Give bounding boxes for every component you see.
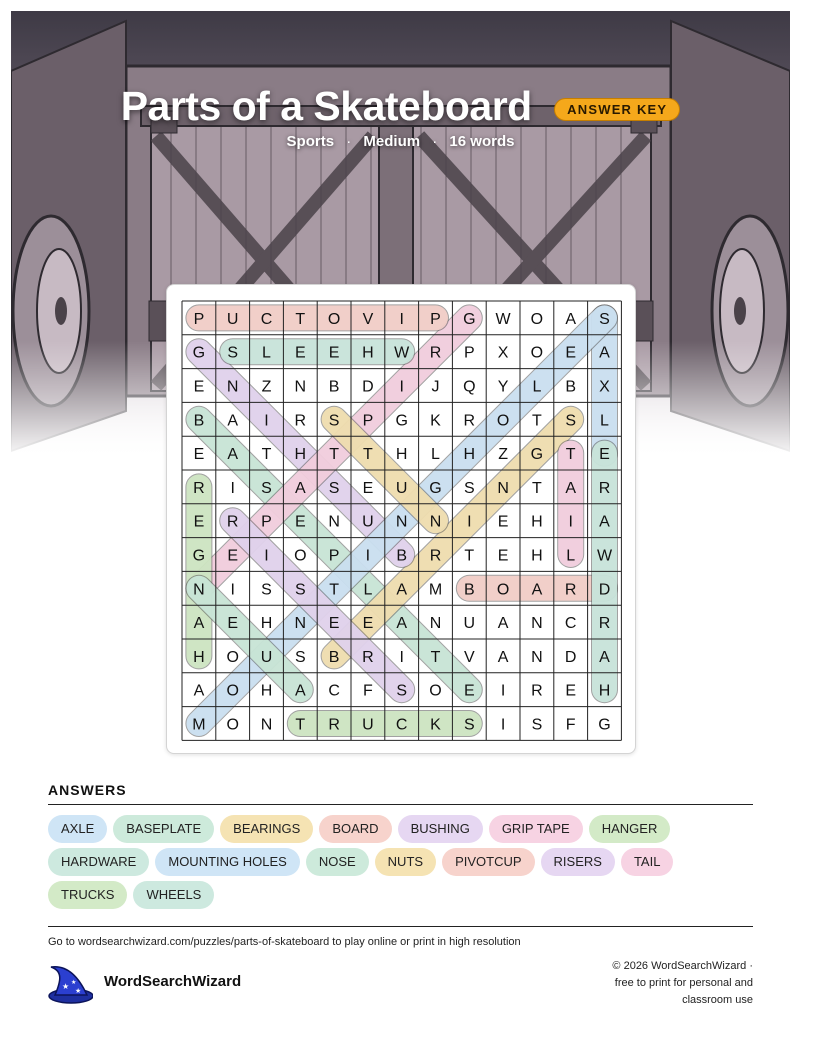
grid-letter[interactable]: H	[294, 446, 307, 464]
grid-letter[interactable]: L	[532, 378, 542, 396]
grid-letter[interactable]: C	[395, 716, 408, 734]
grid-letter[interactable]: O	[327, 310, 341, 328]
grid-letter[interactable]: S	[294, 648, 306, 666]
grid-letter[interactable]: M	[192, 716, 206, 734]
grid-letter[interactable]: I	[365, 547, 371, 565]
copyright-line: classroom use	[682, 994, 753, 1006]
grid-letter[interactable]: I	[230, 581, 235, 599]
grid-letter[interactable]: E	[193, 446, 205, 464]
grid-letter[interactable]: E	[497, 547, 509, 565]
grid-letter[interactable]: N	[226, 378, 239, 396]
grid-letter[interactable]: O	[294, 547, 307, 565]
grid-letter[interactable]: U	[226, 310, 239, 328]
grid-letter[interactable]: O	[429, 682, 442, 700]
grid-letter[interactable]: N	[260, 716, 273, 734]
grid-letter[interactable]: T	[261, 446, 272, 464]
grid-letter[interactable]: H	[193, 648, 205, 666]
grid-letter[interactable]: S	[328, 412, 340, 430]
grid-letter[interactable]: E	[294, 344, 306, 362]
grid-letter[interactable]: A	[193, 682, 205, 700]
grid-letter[interactable]: R	[429, 344, 442, 362]
grid-letter[interactable]: E	[497, 513, 509, 531]
grid-letter[interactable]: P	[261, 513, 272, 531]
grid-letter[interactable]: G	[463, 310, 476, 328]
answer-chip: MOUNTING HOLES	[155, 848, 299, 876]
grid-letter[interactable]: I	[399, 648, 404, 666]
grid-letter[interactable]: B	[396, 547, 408, 565]
grid-letter[interactable]: H	[463, 446, 476, 464]
grid-letter[interactable]: O	[226, 716, 239, 734]
grid-letter[interactable]: B	[193, 412, 205, 430]
grid-letter[interactable]: O	[530, 344, 544, 362]
grid-letter[interactable]: O	[530, 310, 544, 328]
copyright-line: free to print for personal and	[614, 977, 753, 989]
grid-letter[interactable]: I	[230, 479, 235, 497]
grid-letter[interactable]: L	[600, 412, 609, 430]
grid-letter[interactable]: U	[362, 716, 374, 734]
grid-letter[interactable]: I	[399, 378, 404, 396]
grid-letter[interactable]: G	[192, 344, 206, 362]
grid-letter[interactable]: A	[599, 344, 610, 362]
grid-letter[interactable]: C	[260, 310, 273, 328]
grid-letter[interactable]: T	[295, 310, 306, 328]
grid-letter[interactable]: V	[362, 310, 374, 328]
grid-letter[interactable]: N	[531, 648, 543, 666]
grid-letter[interactable]: E	[362, 615, 374, 633]
grid-letter[interactable]: S	[599, 310, 610, 328]
grid-letter[interactable]: A	[227, 446, 239, 464]
answer-chip: WHEELS	[133, 881, 214, 909]
grid-letter[interactable]: P	[463, 344, 475, 362]
grid-letter[interactable]: E	[362, 479, 374, 497]
grid-letter[interactable]: A	[531, 581, 543, 599]
grid-letter[interactable]: C	[564, 615, 577, 633]
answer-chip-list	[48, 815, 753, 914]
grid-letter[interactable]: S	[328, 479, 340, 497]
grid-letter[interactable]: R	[531, 682, 543, 700]
grid-letter[interactable]: T	[295, 716, 306, 734]
grid-letter[interactable]: R	[598, 615, 611, 633]
grid-letter[interactable]: T	[363, 446, 373, 464]
grid-letter[interactable]: E	[328, 344, 340, 362]
grid-letter[interactable]: A	[294, 682, 306, 700]
answer-chip: HARDWARE	[48, 848, 149, 876]
grid-letter[interactable]: U	[463, 615, 476, 633]
grid-letter[interactable]: E	[599, 446, 610, 464]
grid-letter[interactable]: L	[431, 446, 440, 464]
grid-letter[interactable]: J	[431, 378, 440, 396]
grid-letter[interactable]: L	[262, 344, 271, 362]
grid-letter[interactable]: I	[399, 310, 404, 328]
meta-separator: ·	[346, 133, 352, 150]
grid-letter[interactable]: X	[599, 378, 610, 396]
grid-letter[interactable]: T	[329, 446, 339, 464]
grid-letter[interactable]: H	[531, 513, 543, 531]
grid-letter[interactable]: T	[532, 479, 542, 497]
grid-letter[interactable]: R	[564, 581, 577, 599]
grid-letter[interactable]: T	[329, 581, 339, 599]
grid-letter[interactable]: E	[294, 513, 306, 531]
grid-letter[interactable]: E	[193, 378, 205, 396]
grid-letter[interactable]: A	[497, 615, 509, 633]
grid-letter[interactable]: A	[497, 648, 509, 666]
puzzle-meta	[11, 133, 790, 150]
grid-letter[interactable]: D	[564, 648, 577, 666]
grid-letter[interactable]: R	[598, 479, 611, 497]
difficulty-label: Medium	[363, 133, 421, 150]
grid-letter[interactable]: P	[430, 310, 441, 328]
page-title: Parts of a Skateboard	[120, 83, 532, 129]
grid-letter[interactable]: S	[227, 344, 239, 362]
grid-letter[interactable]: O	[496, 412, 510, 430]
grid-letter[interactable]: N	[193, 581, 205, 599]
answer-chip: BASEPLATE	[113, 815, 214, 843]
grid-letter[interactable]: P	[362, 412, 374, 430]
grid-letter[interactable]: S	[565, 412, 577, 430]
grid-letter[interactable]: F	[565, 716, 576, 734]
grid-letter[interactable]: R	[193, 479, 205, 497]
grid-letter[interactable]: A	[227, 412, 239, 430]
grid-letter[interactable]: H	[395, 446, 408, 464]
grid-letter[interactable]: R	[294, 412, 307, 430]
grid-letter[interactable]: S	[261, 479, 272, 497]
grid-letter[interactable]: K	[430, 716, 441, 734]
grid-letter[interactable]: R	[463, 412, 476, 430]
grid-letter[interactable]: Q	[463, 378, 476, 396]
grid-letter[interactable]: A	[294, 479, 306, 497]
grid-letter[interactable]: L	[363, 581, 373, 599]
grid-letter[interactable]: I	[500, 716, 506, 734]
word-search-grid-card	[166, 284, 636, 754]
divider	[48, 926, 753, 927]
grid-letter[interactable]: M	[428, 581, 443, 599]
grid-letter[interactable]: E	[565, 682, 577, 700]
divider	[48, 804, 753, 805]
grid-letter[interactable]: T	[464, 547, 475, 565]
grid-letter[interactable]: D	[362, 378, 374, 396]
grid-letter[interactable]: I	[500, 682, 506, 700]
answer-chip: TAIL	[621, 848, 674, 876]
grid-letter[interactable]: W	[596, 547, 613, 565]
answer-chip: BEARINGS	[220, 815, 313, 843]
grid-letter[interactable]: U	[260, 648, 273, 666]
grid-letter[interactable]: A	[599, 648, 610, 666]
answer-chip: GRIP TAPE	[489, 815, 583, 843]
grid-letter[interactable]: P	[193, 310, 205, 328]
svg-text:★: ★	[71, 979, 77, 986]
footer-url-text: Go to wordsearchwizard.com/puzzles/parts-of-skateboard to play online or print in high resolution	[48, 936, 521, 948]
grid-letter[interactable]: P	[328, 547, 340, 565]
grid-letter[interactable]: I	[264, 547, 269, 565]
copyright-line: © 2026 WordSearchWizard ·	[612, 960, 753, 972]
grid-letter[interactable]: A	[396, 581, 408, 599]
answer-chip: TRUCKS	[48, 881, 127, 909]
copyright-text	[593, 958, 753, 1009]
answer-chip: HANGER	[589, 815, 671, 843]
grid-letter[interactable]: I	[467, 513, 472, 531]
word-search-grid	[167, 285, 635, 753]
grid-letter[interactable]: H	[531, 547, 543, 565]
grid-letter[interactable]: V	[463, 648, 475, 666]
grid-letter[interactable]: D	[598, 581, 611, 599]
grid-letter[interactable]: N	[497, 479, 509, 497]
answer-chip: BOARD	[319, 815, 391, 843]
grid-letter[interactable]: S	[531, 716, 543, 734]
answer-chip: NOSE	[306, 848, 369, 876]
wizard-hat-icon	[47, 963, 93, 1010]
category-label: Sports	[286, 133, 335, 150]
grid-letter[interactable]: H	[260, 615, 273, 633]
answer-key-badge: ANSWER KEY	[554, 98, 680, 121]
grid-letter[interactable]: G	[192, 547, 206, 565]
meta-separator: ·	[432, 133, 438, 150]
grid-letter[interactable]: N	[531, 615, 543, 633]
grid-letter[interactable]: E	[565, 344, 577, 362]
grid-letter[interactable]: B	[328, 378, 340, 396]
grid-letter[interactable]: E	[463, 682, 475, 700]
grid-letter[interactable]: G	[395, 412, 408, 430]
grid-letter[interactable]: E	[227, 547, 239, 565]
answers-heading: ANSWERS	[48, 782, 127, 798]
grid-letter[interactable]: U	[395, 479, 408, 497]
grid-letter[interactable]: R	[362, 648, 374, 666]
grid-letter[interactable]: H	[598, 682, 611, 700]
grid-letter[interactable]: S	[463, 479, 475, 497]
answer-chip: AXLE	[48, 815, 107, 843]
grid-letter[interactable]: B	[565, 378, 577, 396]
grid-letter[interactable]: S	[261, 581, 272, 599]
grid-letter[interactable]: G	[429, 479, 442, 497]
grid-letter[interactable]: S	[396, 682, 408, 700]
grid-letter[interactable]: B	[328, 648, 340, 666]
answer-chip: BUSHING	[398, 815, 483, 843]
grid-letter[interactable]: B	[463, 581, 475, 599]
answer-chip: PIVOTCUP	[442, 848, 534, 876]
grid-letter[interactable]: T	[430, 648, 441, 666]
grid-letter[interactable]: R	[226, 513, 239, 531]
grid-letter[interactable]: R	[328, 716, 340, 734]
answer-chip: RISERS	[541, 848, 615, 876]
grid-letter[interactable]: G	[530, 446, 544, 464]
answer-chip: NUTS	[375, 848, 436, 876]
grid-letter[interactable]: R	[429, 547, 442, 565]
grid-letter[interactable]: I	[568, 513, 573, 531]
grid-letter[interactable]: A	[599, 513, 610, 531]
grid-letter[interactable]: A	[565, 310, 577, 328]
grid-letter[interactable]: A	[396, 615, 408, 633]
grid-letter[interactable]: S	[294, 581, 306, 599]
grid-letter[interactable]: G	[598, 716, 611, 734]
svg-text:★: ★	[75, 987, 82, 995]
grid-letter[interactable]: U	[362, 513, 374, 531]
grid-letter[interactable]: A	[193, 615, 205, 633]
grid-letter[interactable]: C	[328, 682, 340, 700]
grid-letter[interactable]: H	[362, 344, 374, 362]
grid-letter[interactable]: O	[226, 682, 239, 700]
grid-letter[interactable]: E	[193, 513, 205, 531]
grid-letter[interactable]: I	[264, 412, 269, 430]
grid-letter[interactable]: W	[495, 310, 511, 328]
grid-letter[interactable]: N	[429, 513, 442, 531]
svg-text:★: ★	[62, 982, 70, 991]
grid-letter[interactable]: T	[565, 446, 576, 464]
grid-letter[interactable]: N	[395, 513, 408, 531]
grid-letter[interactable]: Y	[497, 378, 509, 396]
grid-letter[interactable]: O	[496, 581, 510, 599]
grid-letter[interactable]: Z	[498, 446, 508, 464]
grid-letter[interactable]: N	[328, 513, 340, 531]
grid-letter[interactable]: A	[565, 479, 577, 497]
grid-letter[interactable]: X	[497, 344, 509, 362]
grid-letter[interactable]: Z	[261, 378, 272, 396]
title-row	[11, 83, 790, 130]
grid-letter[interactable]: E	[328, 615, 340, 633]
grid-letter[interactable]: L	[566, 547, 576, 565]
grid-letter[interactable]: T	[532, 412, 542, 430]
grid-letter[interactable]: N	[294, 615, 307, 633]
grid-letter[interactable]: K	[430, 412, 441, 430]
word-count-label: 16 words	[449, 133, 515, 150]
grid-letter[interactable]: S	[463, 716, 475, 734]
grid-letter[interactable]: O	[226, 648, 239, 666]
grid-letter[interactable]: F	[363, 682, 373, 700]
grid-letter[interactable]: N	[429, 615, 442, 633]
grid-letter[interactable]: N	[294, 378, 307, 396]
grid-letter[interactable]: W	[394, 344, 410, 362]
grid-letter[interactable]: E	[227, 615, 239, 633]
grid-letter[interactable]: H	[260, 682, 273, 700]
brand-name: WordSearchWizard	[104, 973, 242, 990]
